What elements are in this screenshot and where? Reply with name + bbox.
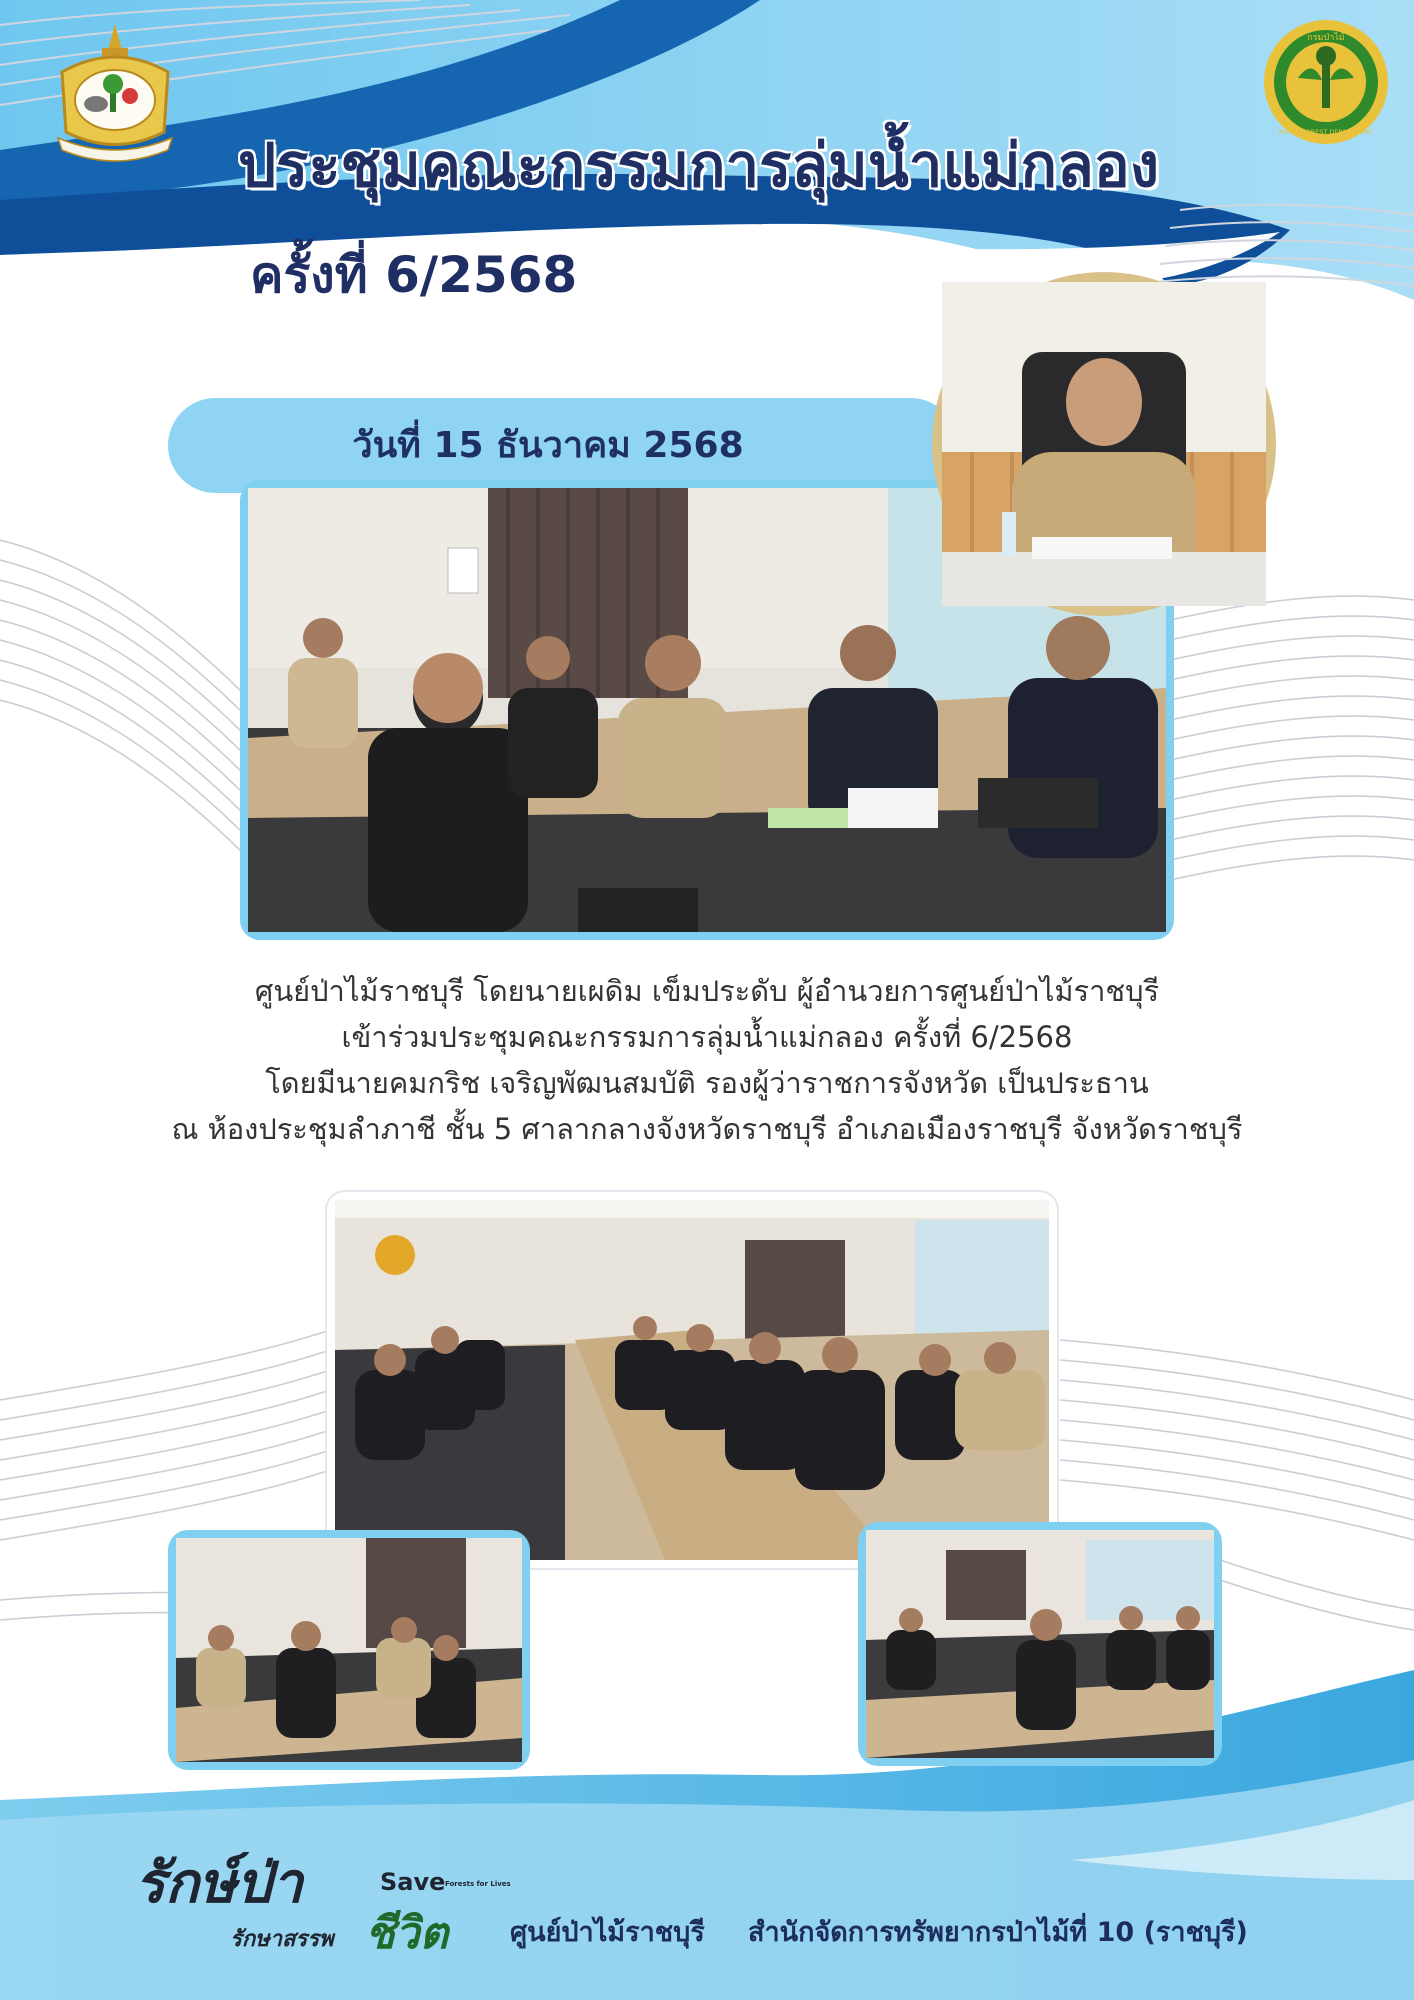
chairman-portrait-frame (932, 272, 1276, 616)
page-title: ประชุมคณะกรรมการลุ่มน้ำแม่กลอง (238, 131, 1160, 201)
page-subtitle: ครั้งที่ 6/2568 (250, 246, 578, 304)
svg-text:ชีวิต: ชีวิต (365, 1908, 449, 1959)
meeting-room-photo (335, 1200, 1049, 1560)
date-label: วันที่ 15 ธันวาคม 2568 (352, 425, 744, 466)
description-line: ศูนย์ป่าไม้ราชบุรี โดยนายเผดิม เข็มประดับ ผู้อำนวยการศูนย์ป่าไม้ราชบุรี (254, 974, 1160, 1008)
meeting-photo-left (176, 1538, 522, 1762)
meeting-photo-left-frame (168, 1530, 530, 1770)
svg-text:ROYAL FOREST DEPARTMENT: ROYAL FOREST DEPARTMENT (1278, 128, 1374, 136)
provincial-emblem-logo (52, 22, 178, 162)
royal-forest-department-logo (1262, 18, 1390, 146)
description-line: ณ ห้องประชุมลำภาชี ชั้น 5 ศาลากลางจังหวัดราชบุรี อำเภอเมืองราชบุรี จังหวัดราชบุรี (171, 1112, 1243, 1146)
description-line: เข้าร่วมประชุมคณะกรรมการลุ่มน้ำแม่กลอง ครั้งที่ 6/2568 (341, 1020, 1073, 1054)
description-block (60, 968, 1354, 1152)
meeting-room-photo-frame (325, 1190, 1059, 1570)
svg-text:Save: Save (380, 1868, 446, 1896)
meeting-photo-right-frame (858, 1522, 1222, 1766)
footer-org-office: สำนักจัดการทรัพยากรป่าไม้ที่ 10 (ราชบุรี) (748, 1917, 1248, 1948)
svg-text:รักษ์ป่า: รักษ์ป่า (135, 1851, 303, 1916)
chairman-portrait (942, 282, 1266, 606)
rak-pa-brand-logo (135, 1830, 511, 1960)
svg-text:Forests for Lives: Forests for Lives (445, 1880, 511, 1888)
svg-text:รักษาสรรพ: รักษาสรรพ (230, 1927, 334, 1952)
meeting-photo-right (866, 1530, 1214, 1758)
footer-org-center: ศูนย์ป่าไม้ราชบุรี (510, 1917, 705, 1948)
description-line: โดยมีนายคมกริช เจริญพัฒนสมบัติ รองผู้ว่าราชการจังหวัด เป็นประธาน (265, 1066, 1149, 1100)
svg-text:กรมป่าไม้: กรมป่าไม้ (1307, 33, 1345, 43)
